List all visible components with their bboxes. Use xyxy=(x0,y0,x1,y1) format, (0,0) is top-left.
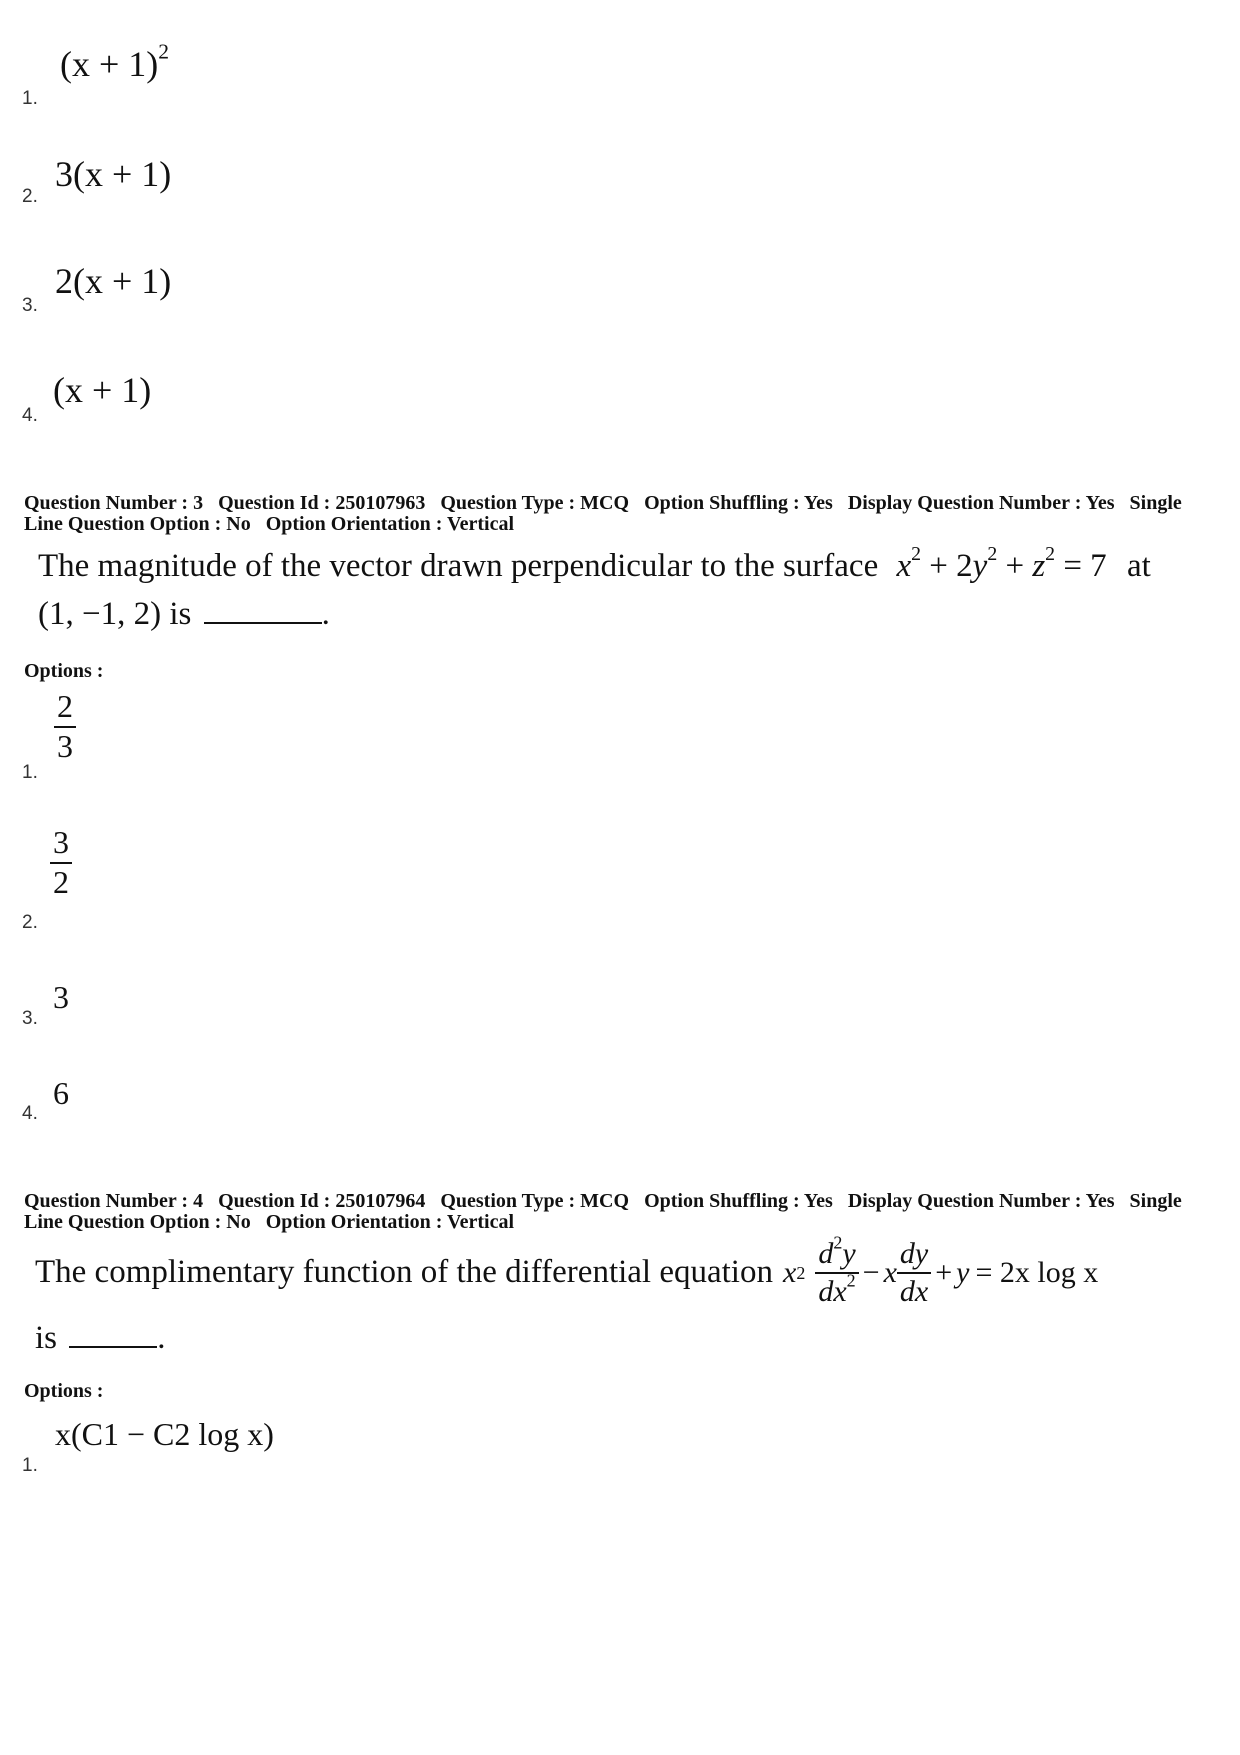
q3-option-2-numerator: 3 xyxy=(53,824,69,860)
q3-option-3-number: 3. xyxy=(22,1008,38,1029)
q4-single-line: Single Line Question Option : No xyxy=(24,1190,1182,1233)
q3-option-1-denominator: 3 xyxy=(57,727,73,764)
q4-option-1-expr: x(C1 − C2 log x) xyxy=(55,1416,274,1452)
q4-rhs: = 2x log x xyxy=(975,1255,1099,1289)
prev-option-1-base: (x + 1) xyxy=(60,44,159,84)
q3-option-shuffling: Option Shuffling : Yes xyxy=(644,492,833,514)
q4-question-id: Question Id : 250107964 xyxy=(218,1190,426,1212)
q4-question-type: Question Type : MCQ xyxy=(440,1190,630,1212)
q3-options-label: Options : xyxy=(24,660,104,682)
q3-question-id: Question Id : 250107963 xyxy=(218,492,426,514)
q3-point: (1, −1, 2) is xyxy=(38,596,192,632)
prev-option-1-exp: 2 xyxy=(158,39,170,64)
q4-meta xyxy=(24,1191,1224,1233)
q4-orientation: Option Orientation : Vertical xyxy=(265,1211,515,1233)
q3-option-1-number: 1. xyxy=(22,762,38,783)
q3-meta xyxy=(24,493,1224,535)
q3-question-type: Question Type : MCQ xyxy=(440,492,630,514)
q4-equation: x 2 $\frac{d^2y}{dx^2}$ − x $\frac{dy}{dx}$ + y = 2x log x xyxy=(782,1232,1099,1308)
q4-first-derivative: $\frac{dy}{dx}$ xyxy=(897,1238,931,1307)
q4-option-1-number: 1. xyxy=(22,1455,38,1476)
prev-option-1-expr xyxy=(60,39,170,84)
q3-orientation: Option Orientation : Vertical xyxy=(265,513,515,535)
q3-period: . xyxy=(321,596,330,632)
q3-text-at: at xyxy=(1126,548,1151,584)
q4-option-shuffling: Option Shuffling : Yes xyxy=(644,1190,833,1212)
q4-answer-blank xyxy=(69,1339,157,1348)
q3-equation: $x^2 + 2y^2 + z^2 = 7$ xyxy=(896,543,1107,584)
q3-option-3-value: 3 xyxy=(53,979,69,1015)
q3-option-2-fraction xyxy=(50,826,72,899)
prev-option-3-expr: 2(x + 1) xyxy=(55,261,172,301)
prev-option-2-number: 2. xyxy=(22,186,38,207)
q3-option-2-number: 2. xyxy=(22,912,38,933)
q3-equation-rhs: = 7 xyxy=(1063,548,1107,584)
q3-single-line: Single Line Question Option : No xyxy=(24,492,1182,535)
q3-option-1-fraction xyxy=(54,690,76,763)
q4-period: . xyxy=(157,1320,166,1356)
q3-option-4-number: 4. xyxy=(22,1103,38,1124)
q4-second-derivative: $\frac{d^2y}{dx^2}$ xyxy=(815,1238,858,1307)
q4-display-question-number: Display Question Number : Yes xyxy=(847,1190,1115,1212)
q3-text-line1 xyxy=(38,543,1151,585)
prev-option-4-expr: (x + 1) xyxy=(53,370,152,410)
q3-option-2-denominator: 2 xyxy=(53,863,69,900)
prev-option-3-number: 3. xyxy=(22,295,38,316)
q4-text-before: The complimentary function of the differential equation xyxy=(35,1254,773,1290)
q4-text-line2 xyxy=(35,1320,166,1357)
prev-option-4-number: 4. xyxy=(22,405,38,426)
q3-text-line2 xyxy=(38,596,330,633)
prev-option-1-number: 1. xyxy=(22,88,38,109)
q3-option-4-value: 6 xyxy=(53,1075,69,1111)
q4-question-number: Question Number : 4 xyxy=(24,1190,204,1212)
q3-option-1-numerator: 2 xyxy=(57,688,73,724)
q4-text-line1 xyxy=(35,1232,1099,1308)
q3-display-question-number: Display Question Number : Yes xyxy=(847,492,1115,514)
q3-question-number: Question Number : 3 xyxy=(24,492,204,514)
prev-option-2-expr: 3(x + 1) xyxy=(55,154,172,194)
q3-text-before: The magnitude of the vector drawn perpendicular to the surface xyxy=(38,548,879,584)
q4-options-label: Options : xyxy=(24,1380,104,1402)
q4-text-is: is xyxy=(35,1320,58,1356)
q3-answer-blank xyxy=(204,615,322,624)
